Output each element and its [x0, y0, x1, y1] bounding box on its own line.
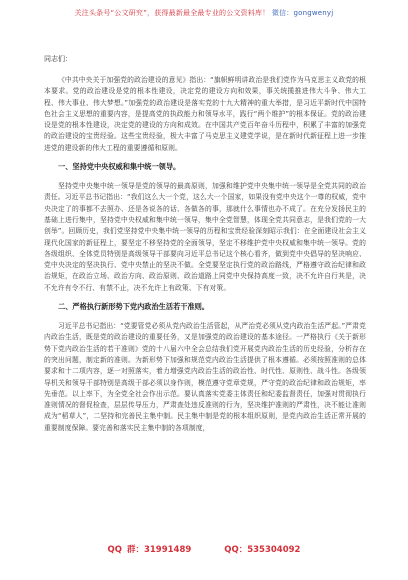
- top-banner: [0, 0, 408, 30]
- intro-paragraph: 《中共中央关于加强党的政治建设的意见》指出：“旗帜鲜明讲政治是我们党作为马克思主义政党的根本要求。党的政治建设是党的根本性建设，决定党的建设方向和效果，事关统揽推进伟大斗争、伟大工程、伟大事业、伟大梦想。”加强党的政治建设是落实党的十九大精神的重大举措，是习近平新时代中国特色社会主义思想的重要内容，是提高党的执政能力和领导水平，践行“两个维护”的根本保证。党的政治建设是党的根本性建设，决定党的建设的方向和成效。在中国共产党百年奋斗历程中，积累了丰富的加强党的政治建设的宝贵经验。这些宝贵经验，极大丰富了马克思主义建党学说，是在新时代新征程上进一步推进党的建设新的伟大工程的重要遵循和原则。: [44, 76, 366, 152]
- footer-qq-number: QQ：535304092: [224, 545, 301, 555]
- section-heading-1: 一、坚持党中央权威和集中统一领导。: [58, 162, 181, 172]
- footer-qq-group: QQ 群：31991489: [107, 545, 192, 555]
- banner-promo-text: 关注头条号“公文研究”，获得最新最全最专业的公文资料库！: [74, 9, 270, 17]
- section-heading-2: 二、严格执行新形势下党内政治生活若干准则。: [58, 302, 209, 312]
- salutation: 同志们：: [44, 55, 72, 63]
- document-page: [44, 54, 366, 434]
- banner-text: [0, 8, 408, 18]
- section-1-paragraph: 坚持党中央集中统一领导是党的领导的最高原则，加强和维护党中央集中统一领导是全党共同的政治责任。习近平总书记指出：“我们这么大一个党，这么大一个国家，如果没有党中央这个一尊的权威，党中央决定了的事都不去照办、还是各说各的话、各做各的事，那就什么事情也办不成了。在充分发扬民主的基础上进行集中，坚持党中央权威和集中统一领导，集中全党智慧，体现全党共同意志，是我们党的一大创举”。回顾历史，我们党坚持党中央集中统一领导的历程和宝贵经验深刻昭示我们：在全面建设社会主义现代化国家的新征程上，要坚定不移坚持党的全面领导，坚定不移维护党中央权威和集中统一领导。党的各级组织、全体党员特别是高级领导干部要向习近平总书记这个核心看齐，做到党中央倡导的坚决响应、党中央决定的坚决执行、党中央禁止的坚决不做。全党要坚定执行党的政治路线，严格遵守政治纪律和政治规矩，在政治立场、政治方向、政治原则、政治道路上同党中央保持高度一致，决不允许自行其是，决不允许有令不行、有禁不止，决不允许上有政策、下有对策。: [44, 182, 366, 292]
- footer-contact: [0, 543, 408, 555]
- section-2-paragraph: 习近平总书记指出：“党要管党必须从党内政治生活管起，从严治党必须从党内政治生活严起。”严肃党内政治生活，既是党的政治建设的重要任务，又是加强党的政治建设的基本途径。一严格执行《关于新形势下党内政治生活的若干准则》党的十八届六中全会总结我们党开展党内政治生活的历史经验，分析存在的突出问题，制定新的准则。为新形势下加强和规范党内政治生活提供了根本遵循。必须按照准则的总体要求和十二项内容，逐一对照落实，着力增强党内政治生活的政治性、时代性、原则性、战斗性。各级领导机关和领导干部特别是高级干部必须以身作则，模范遵守党章党规，严守党的政治纪律和政治规矩，率先垂范。以上率下，为全党全社会作出示范。要认真落实党委主体责任和纪委监督责任，加强对贯彻执行准则情况的督促检查，层层传导压力，严肃查处违反准则的行为，坚决维护准则的严肃性，决不能让准则成为“稻草人”，二坚持和完善民主集中制。民主集中制是党的根本组织原则，是党内政治生活正常开展的重要制度保障。要完善和落实民主集中制的各项制度，: [44, 322, 366, 432]
- banner-wechat-text: 微信：gongwenyj: [271, 9, 334, 17]
